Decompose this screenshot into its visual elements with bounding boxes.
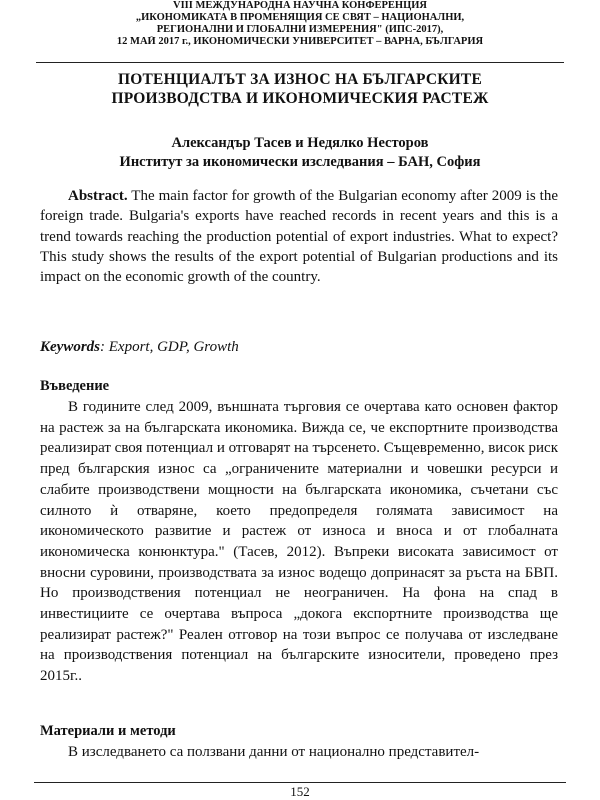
keywords-line [40,337,560,357]
author-affiliation: Институт за икономически изследвания – БАН, София [119,154,481,170]
intro-text: В годините след 2009, външната търговия се очертава като основен фактор на растеж за на българската икономика. Вижда се, че експортните производства реализират своя потенциал и отговарят на търсенето. Същевременно, висок риск пред българския износ са „ограничените материални и човешки ресурси и слабите производствени мощности на българската икономика, съчетани със силното ѝ отваряне, което предопределя голямата зависимост на икономическото развитие и растеж от износа и вноса и от глобалната икономическа конюнктура." (Тасев, 2012). Въпреки високата зависимост от вносни суровини, производствата за износ водещо допринасят за ръста на БВП. Но производствения потенциал не неограничен. На фона на спад в инвестициите се очертава въпроса „докога експортните производства ще реализират растеж?" Реален отговор на този въпрос се получава от изследване на производствения потенциал на българските износители, проведено през 2015г.. [40,399,558,685]
section-heading-methods: Материали и методи [40,723,176,739]
paper-title-line: ПОТЕНЦИАЛЪТ ЗА ИЗНОС НА БЪЛГАРСКИТЕ [117,71,482,88]
conference-header-line: 12 МАЙ 2017 г., ИКОНОМИЧЕСКИ УНИВЕРСИТЕТ – ВАРНА, БЪЛГАРИЯ [116,36,484,47]
keywords-text: : Export, GDP, Growth [100,339,239,355]
abstract-paragraph [40,186,558,287]
paper-title-line: ПРОИЗВОДСТВА И ИКОНОМИЧЕСКИЯ РАСТЕЖ [111,90,489,107]
paper-title [20,70,580,108]
methods-paragraph [40,742,558,763]
conference-header [20,0,580,48]
methods-text: В изследването са ползвани данни от национално представител- [68,744,480,760]
abstract-text: The main factor for growth of the Bulgarian economy after 2009 is the foreign trade. Bulgaria's exports have reached records in recent years and this is a trend towards reaching the production potential of export industries. What to expect? This study shows the results of the export potential of Bulgarian productions and its impact on the economic growth of the country. [40,188,558,286]
author-names: Александър Тасев и Недялко Несторов [171,135,429,151]
author-block [20,134,580,172]
header-divider [36,62,564,63]
conference-header-line: РЕГИОНАЛНИ И ГЛОБАЛНИ ИЗМЕРЕНИЯ" (ИПС-2017), [156,24,444,35]
conference-header-line: „ИКОНОМИКАТА В ПРОМЕНЯЩИЯ СЕ СВЯТ – НАЦИОНАЛНИ, [135,12,465,23]
section-heading-intro: Въведение [40,378,110,394]
intro-paragraph [40,397,558,687]
conference-header-line: VIII МЕЖДУНАРОДНА НАУЧНА КОНФЕРЕНЦИЯ [173,0,427,11]
footer-divider [34,782,566,783]
keywords-label: Keywords [40,339,100,355]
page-number: 152 [290,784,310,799]
abstract-label: Abstract. [68,188,128,204]
